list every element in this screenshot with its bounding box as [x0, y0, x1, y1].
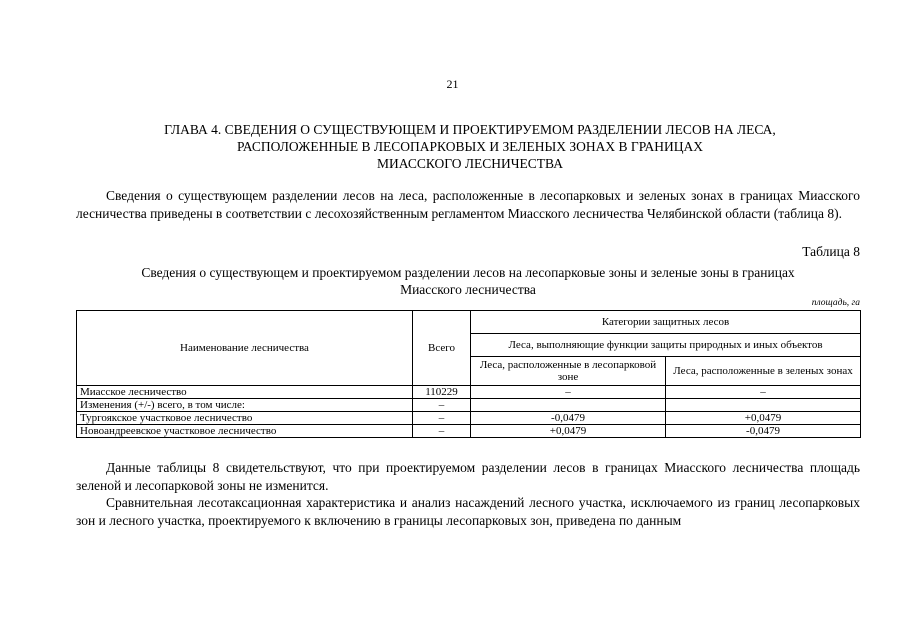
chapter-title-line: ГЛАВА 4. СВЕДЕНИЯ О СУЩЕСТВУЮЩЕМ И ПРОЕКТИРУЕМОМ РАЗДЕЛЕНИИ ЛЕСОВ НА ЛЕСА,	[164, 122, 776, 137]
header-natural-protection: Леса, выполняющие функции защиты природных и иных объектов	[471, 334, 861, 357]
header-protective-categories: Категории защитных лесов	[471, 311, 861, 334]
paragraph-conclusion: Данные таблицы 8 свидетельствуют, что при проектируемом разделении лесов в границах Миасского лесничества площадь зеленой и лесопарковой зоны не изменится.	[76, 460, 860, 493]
row-forest-park: +0,0479	[471, 425, 666, 438]
header-total: Всего	[413, 311, 471, 386]
row-green	[666, 399, 861, 412]
row-forest-park	[471, 399, 666, 412]
header-name: Наименование лесничества	[77, 311, 413, 386]
row-total: –	[413, 399, 471, 412]
row-name: Миасское лесничество	[77, 386, 413, 399]
row-name: Тургоякское участковое лесничество	[77, 412, 413, 425]
row-green: -0,0479	[666, 425, 861, 438]
row-forest-park: –	[471, 386, 666, 399]
header-forest-park: Леса, расположенные в лесопарковой зоне	[471, 357, 666, 386]
table-row	[77, 399, 861, 412]
row-green: +0,0479	[666, 412, 861, 425]
header-green-zones: Леса, расположенные в зеленых зонах	[666, 357, 861, 386]
table-caption-line: Сведения о существующем и проектируемом разделении лесов на лесопарковые зоны и зеленые зоны в границах	[141, 265, 795, 280]
row-green: –	[666, 386, 861, 399]
intro-paragraph: Сведения о существующем разделении лесов на леса, расположенные в лесопарковых и зеленых зонах в границах Миасского лесничества приведены в соответствии с лесохозяйственным регламентом Миасского лесничества Челябинской области (таблица 8).	[76, 188, 860, 221]
row-total: –	[413, 425, 471, 438]
row-total: –	[413, 412, 471, 425]
table-caption-line: Миасского лесничества	[400, 282, 536, 297]
table-caption	[76, 264, 860, 298]
chapter-title-line: РАСПОЛОЖЕННЫЕ В ЛЕСОПАРКОВЫХ И ЗЕЛЕНЫХ ЗОНАХ В ГРАНИЦАХ	[237, 139, 703, 154]
table-label: Таблица 8	[802, 244, 860, 259]
row-name: Новоандреевское участковое лесничество	[77, 425, 413, 438]
paragraph-comparison: Сравнительная лесотаксационная характеристика и анализ насаждений лесного участка, исключаемого из границ лесопарковых зон и лесного участка, проектируемого к включению в границы лесопарковых зон, приведена по данным	[76, 495, 860, 528]
table-row	[77, 386, 861, 399]
table-row	[77, 425, 861, 438]
chapter-title-line: МИАССКОГО ЛЕСНИЧЕСТВА	[377, 156, 563, 171]
table-row	[77, 412, 861, 425]
row-total: 110229	[413, 386, 471, 399]
chapter-title	[80, 121, 860, 172]
row-forest-park: -0,0479	[471, 412, 666, 425]
forest-division-table	[76, 310, 861, 438]
row-name: Изменения (+/-) всего, в том числе:	[77, 399, 413, 412]
table-units: площадь, га	[811, 298, 860, 308]
page-number: 21	[446, 77, 459, 91]
